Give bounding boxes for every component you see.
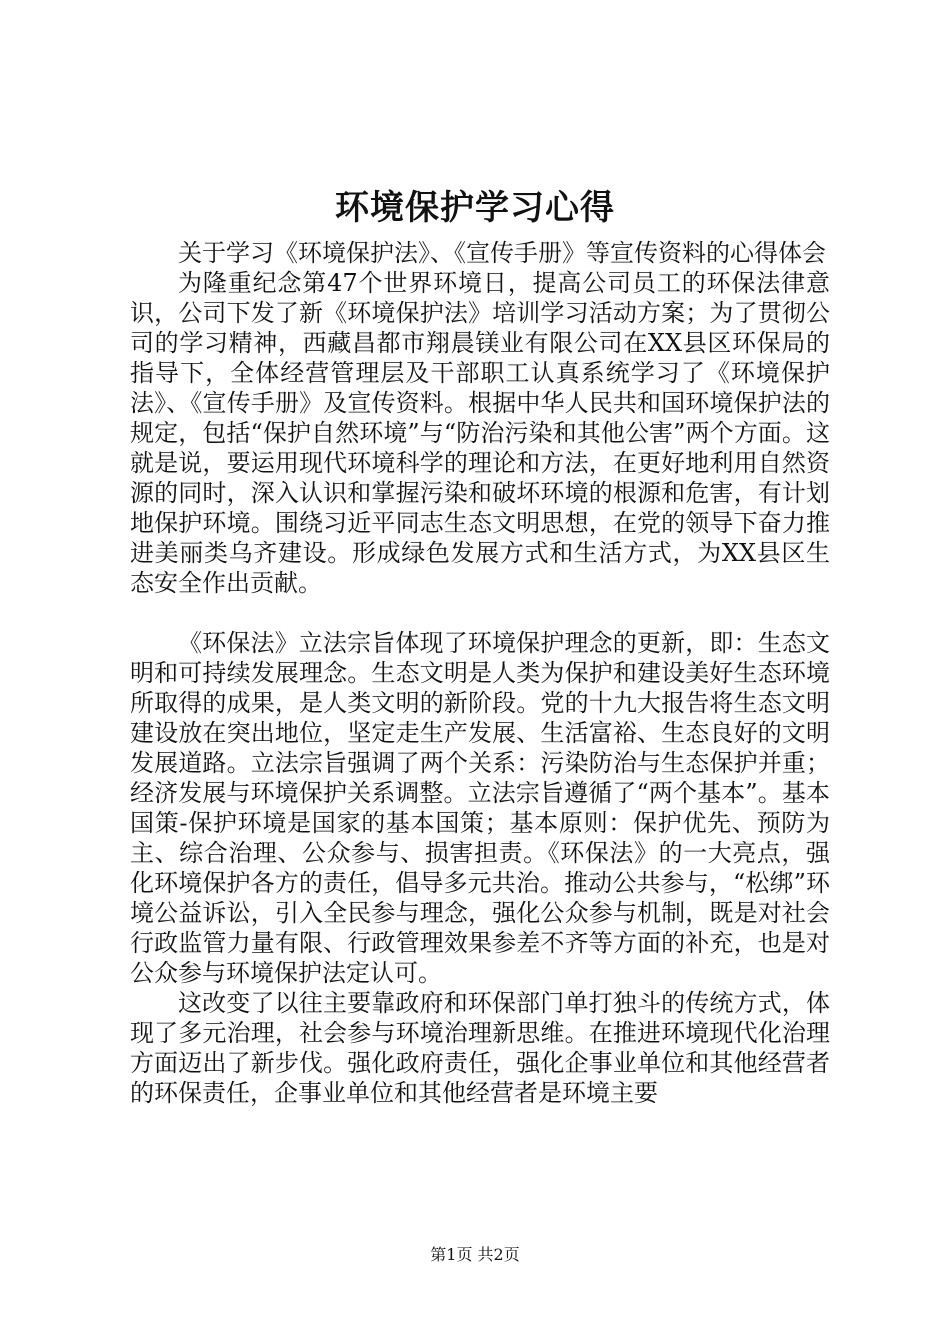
paragraph-intro: 为隆重纪念第47个世界环境日，提高公司员工的环保法律意识，公司下发了新《环境保护法》培训学习活动方案；为了贯彻公司的学习精神，西藏昌都市翔晨镁业有限公司在XX县区环保局的指导下，全体经营管理层及干部职工认真系统学习了《环境保护法》、《宣传手册》及宣传资料。根据中华人民共和国环境保护法的规定，包括“保护自然环境”与“防治污染和其他公害”两个方面。这就是说，要运用现代环境科学的理论和方法，在更好地利用自然资源的同时，深入认识和掌握污染和破坏环境的根源和危害，有计划地保护环境。围绕习近平同志生态文明思想，在党的领导下奋力推进美丽类乌齐建设。形成绿色发展方式和生活方式，为XX县区生态安全作出贡献。 xyxy=(130,269,830,597)
document-title: 环境保护学习心得 xyxy=(335,188,615,228)
paragraph-governance: 这改变了以往主要靠政府和环保部门单打独斗的传统方式，体现了多元治理，社会参与环境治理新思维。在推进环境现代化治理方面迈出了新步伐。强化政府责任，强化企事业单位和其他经营者的环保责任，企事业单位和其他经营者是环境主要 xyxy=(130,989,830,1107)
paragraph-spacer xyxy=(130,598,830,628)
paragraph-subtitle: 关于学习《环境保护法》、《宣传手册》等宣传资料的心得体会 xyxy=(178,239,826,267)
page-number-footer: 第1页 共2页 xyxy=(430,1245,520,1264)
document-body xyxy=(130,238,830,1108)
paragraph-legislation: 《环保法》立法宗旨体现了环境保护理念的更新，即：生态文明和可持续发展理念。生态文明是人类为保护和建设美好生态环境所取得的成果，是人类文明的新阶段。党的十九大报告将生态文明建设放在突出地位，坚定走生产发展、生活富裕、生态良好的文明发展道路。立法宗旨强调了两个关系：污染防治与生态保护并重；经济发展与环境保护关系调整。立法宗旨遵循了“两个基本”。基本国策-保护环境是国家的基本国策；基本原则：保护优先、预防为主、综合治理、公众参与、损害担责。《环保法》的一大亮点，强化环境保护各方的责任，倡导多元共治。推动公共参与，“松绑”环境公益诉讼，引入全民参与理念，强化公众参与机制，既是对社会行政监管力量有限、行政管理效果参差不齐等方面的补充，也是对公众参与环境保护法定认可。 xyxy=(130,629,830,987)
